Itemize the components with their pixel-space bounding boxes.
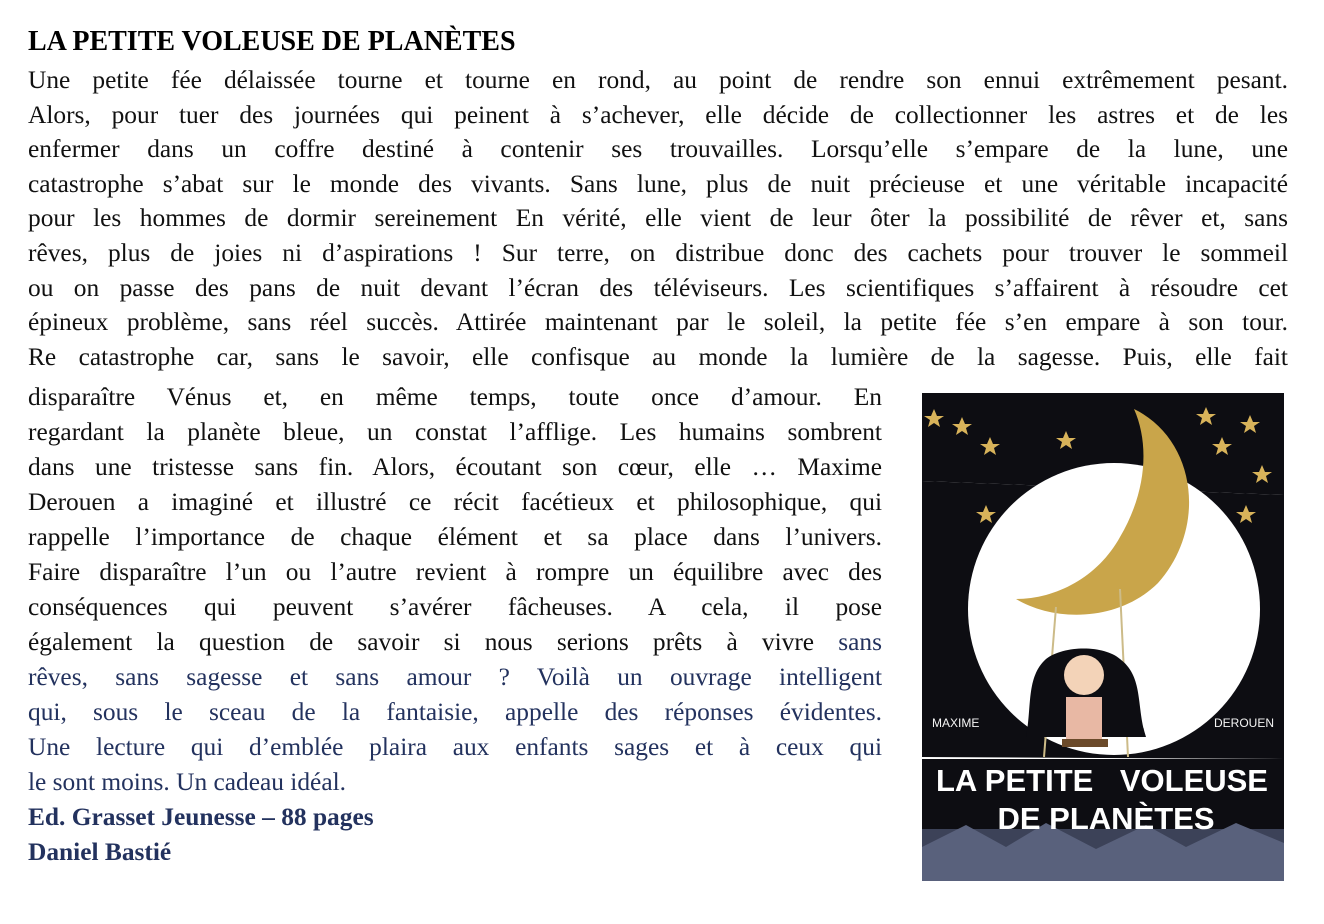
cover-author-last: DEROUEN: [1213, 716, 1274, 730]
body-text-blue: sans: [838, 628, 882, 656]
publisher-line: Ed. Grasset Jeunesse – 88 pages: [28, 803, 374, 831]
body-line: rêves, sans sagesse et sans amour ? Voilà un ouvrage intelligent: [28, 663, 882, 691]
body-line: Faire disparaître l’un ou l’autre revient à rompre un équilibre avec des: [28, 558, 882, 586]
cover-title-part1: LA PETITE: [936, 763, 1094, 798]
body-line: Derouen a imaginé et illustré ce récit facétieux et philosophique, qui: [28, 488, 882, 516]
body-line: enfermer dans un coffre destiné à contenir ses trouvailles. Lorsqu’elle s’empare de la lune, une: [28, 135, 1288, 164]
article-body-full-width: [28, 63, 1288, 374]
body-line: Une lecture qui d’emblée plaira aux enfants sages et à ceux qui: [28, 733, 882, 761]
body-line: regardant la planète bleue, un constat l’afflige. Les humains sombrent: [28, 418, 882, 446]
body-line: épineux problème, sans réel succès. Attirée maintenant par le soleil, la petite fée s’en empare à son tour.: [28, 308, 1288, 337]
body-line: Une petite fée délaissée tourne et tourne en rond, au point de rendre son ennui extrêmement pesant.: [28, 66, 1288, 94]
body-line: le sont moins. Un cadeau idéal.: [28, 768, 347, 796]
body-line: rappelle l’importance de chaque élément et sa place dans l’univers.: [28, 523, 882, 551]
body-line: Alors, pour tuer des journées qui peinent à s’achever, elle décide de collectionner les astres et de les: [28, 100, 1288, 129]
body-line: qui, sous le sceau de la fantaisie, appelle des réponses évidentes.: [28, 698, 882, 726]
cover-title-part2: VOLEUSE: [1119, 763, 1268, 798]
body-line: Re catastrophe car, sans le savoir, elle confisque au monde la lumière de la sagesse. Puis, elle fait: [28, 342, 1288, 371]
body-line: ou on passe des pans de nuit devant l’écran des téléviseurs. Les scientifiques s’affairent à résoudre cet: [28, 273, 1288, 302]
cover-title-line2: DE PLANÈTES: [997, 801, 1215, 836]
book-cover-image: [906, 377, 1288, 899]
body-line: conséquences qui peuvent s’avérer fâcheuses. A cela, il pose: [28, 593, 882, 621]
body-line: pour les hommes de dormir sereinement En vérité, elle vient de leur ôter la possibilité de rêver et, sans: [28, 204, 1288, 233]
cover-author-first: MAXIME: [932, 716, 980, 730]
body-line: dans une tristesse sans fin. Alors, écoutant son cœur, elle … Maxime: [28, 453, 882, 481]
body-line-mixed: [28, 625, 882, 660]
body-line: catastrophe s’abat sur le monde des vivants. Sans lune, plus de nuit précieuse et une véritable incapacité: [28, 169, 1288, 198]
article-body-column: [28, 380, 882, 870]
reviewer-name: Daniel Bastié: [28, 838, 172, 866]
article-title: LA PETITE VOLEUSE DE PLANÈTES: [28, 26, 516, 57]
body-line: rêves, plus de joies ni d’aspirations ! Sur terre, on distribue donc des cachets pour trouver le sommeil: [28, 238, 1288, 267]
body-text-black: également la question de savoir si nous serions prêts à vivre: [28, 628, 839, 656]
body-line: disparaître Vénus et, en même temps, toute once d’amour. En: [28, 383, 882, 411]
